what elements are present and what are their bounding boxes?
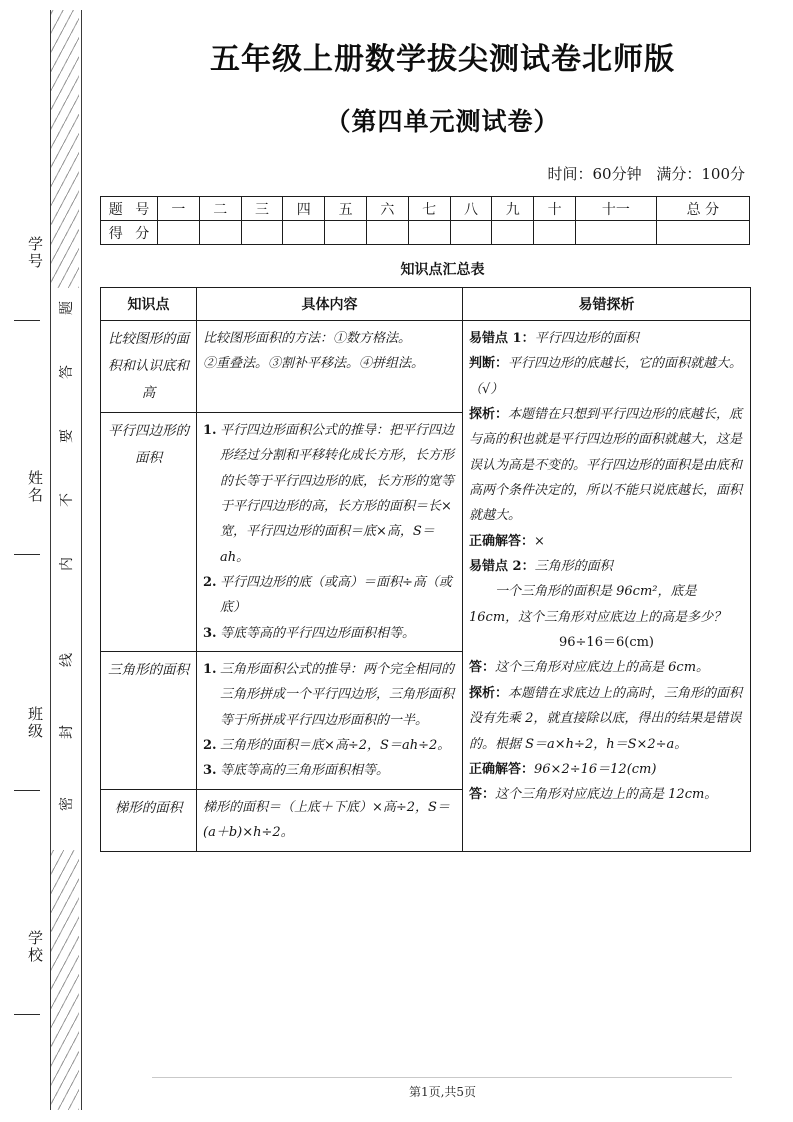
analysis-answer2-text: 96×2÷16＝12(cm) [534,761,657,777]
content-item-number: 1. [203,423,217,438]
score-col-1: 一 [158,197,200,221]
seal-label-class: 班级 [26,706,44,740]
seal-hatch-bottom [51,850,79,1110]
content-item [203,758,456,783]
content-triangle-area [197,652,463,790]
analysis-judge-label: 判断： [469,356,509,372]
header-specific-content: 具体内容 [197,288,463,321]
score-col-5: 五 [325,197,367,221]
analysis-point1-label: 易错点 1： [469,331,535,346]
score-col-6: 六 [366,197,408,221]
score-value-4[interactable] [283,221,325,245]
score-col-10: 十 [534,197,576,221]
content-item-text: 三角形面积公式的推导：两个完全相同的三角形拼成一个平行四边形，三角形面积等于所拼成平行四边形面积的一半。 [220,662,455,728]
page-subtitle: （第四单元测试卷） [325,107,560,136]
analysis-point2-heading [469,554,744,579]
score-col-7: 七 [408,197,450,221]
analysis-explain1-label: 探析： [469,407,509,423]
score-value-11[interactable] [575,221,656,245]
seal-label-school: 学校 [26,930,44,964]
seal-char-yao: 要 [59,429,75,443]
content-item-number: 2. [203,575,217,591]
page-body [92,0,793,1122]
score-col-9: 九 [492,197,534,221]
analysis-judge-text: 平行四边形的底越长，它的面积就越大。（√） [469,356,743,397]
analysis-explain2-label: 探析： [469,685,509,701]
analysis-wrong2-calc: 96÷16＝6(cm) [559,635,654,651]
header-knowledge-point: 知识点 [101,288,197,321]
kp-trapezoid-area: 梯形的面积 [101,789,197,851]
knowledge-table-caption: 知识点汇总表 [400,262,485,278]
seal-line-bar [50,10,82,1110]
seal-label-name: 姓名 [26,470,44,504]
knowledge-table-header-row [101,288,751,321]
score-value-7[interactable] [408,221,450,245]
page-title: 五年级上册数学拔尖测试卷北师版 [210,42,675,77]
exam-total-score-label: 满分：100分 [656,165,745,183]
analysis-answer2-final-text: 这个三角形对应底边上的高是 12cm。 [495,787,718,803]
exam-time-label: 时间：60分钟 [547,165,642,183]
analysis-point1-title: 平行四边形的面积 [534,331,639,346]
analysis-answer2-final-line [469,782,744,807]
content-item-text: 三角形的面积＝底×高÷2，S＝ah÷2。 [220,738,451,754]
seal-rule-name [14,554,40,555]
content-trapezoid-area [197,789,463,851]
content-line: 比较图形面积的方法：①数方格法。 [203,331,412,346]
page-footer: 第1页,共5页 [408,1085,477,1099]
content-item-number: 1. [203,662,217,678]
score-table-header-row [101,197,750,221]
analysis-wrong2-answer-text: 这个三角形对应底边上的高是 6cm。 [495,660,710,676]
score-table [100,196,750,245]
seal-char-bu: 不 [59,493,75,507]
score-table-rowhead-number: 题 号 [101,197,158,221]
content-item-text: 等底等高的平行四边形面积相等。 [220,625,416,641]
seal-margin [0,0,92,1122]
footer-divider [152,1077,732,1078]
kp-parallelogram-area: 平行四边形的面积 [101,413,197,652]
kp-triangle-area: 三角形的面积 [101,652,197,790]
analysis-answer2-line [469,757,744,782]
analysis-answer2-final-label: 答： [469,787,496,803]
kp-compare-area: 比较图形的面积和认识底和高 [101,321,197,413]
content-compare-area [197,321,463,413]
analysis-answer1-text: × [534,533,545,549]
score-table-rowhead-score: 得 分 [101,221,158,245]
seal-hatch-top [51,10,79,288]
score-table-value-row [101,221,750,245]
analysis-answer1-label: 正确解答： [469,533,535,549]
score-col-11: 十一 [575,197,656,221]
analysis-answer2-label: 正确解答： [469,761,535,777]
seal-char-feng: 封 [59,725,75,739]
score-value-10[interactable] [534,221,576,245]
score-col-total: 总 分 [656,197,749,221]
seal-label-student-id: 学号 [26,236,44,270]
content-item-number: 3. [203,625,217,641]
analysis-problem2-text: 一个三角形的面积是 96cm²，底是 16cm，这个三角形对应底边上的高是多少？ [469,584,727,625]
seal-rule-school [14,1014,40,1015]
title-block [92,0,793,138]
seal-char-nei: 内 [59,557,75,571]
content-item-text: 平行四边形的底（或高）＝面积÷高（或底） [220,575,452,616]
score-col-3: 三 [241,197,283,221]
analysis-point2-label: 易错点 2： [469,559,535,575]
score-value-3[interactable] [241,221,283,245]
score-col-8: 八 [450,197,492,221]
analysis-explain2-line [469,681,744,757]
seal-rule-student-id [14,320,40,321]
score-col-4: 四 [283,197,325,221]
seal-char-xian: 线 [59,653,75,667]
content-item [203,657,456,733]
content-line: ②重叠法。③割补平移法。④拼组法。 [203,356,425,372]
analysis-explain1-text: 本题错在只想到平行四边形的底越长，底与高的积也就是平行四边形的面积就越大，这是误认为高是不变的。平行四边形的面积是由底和高两个条件决定的，所以不能只说底越长，面积就越大。 [469,407,743,524]
seal-char-da: 答 [59,365,75,379]
score-col-2: 二 [199,197,241,221]
score-value-8[interactable] [450,221,492,245]
content-item [203,570,456,621]
knowledge-table [100,287,751,852]
seal-rule-class [14,790,40,791]
score-value-5[interactable] [325,221,367,245]
score-value-6[interactable] [366,221,408,245]
content-line: 梯形的面积＝（上底＋下底）×高÷2，S＝(a＋b)×h÷2。 [203,799,450,841]
score-value-9[interactable] [492,221,534,245]
analysis-judge-line [469,351,744,402]
content-item-number: 3. [203,763,217,779]
error-analysis-cell [463,321,751,852]
content-item [203,733,456,758]
exam-meta [92,163,793,184]
analysis-explain1-line [469,402,744,529]
content-item-text: 等底等高的三角形面积相等。 [220,763,390,779]
content-item [203,418,456,570]
content-item-text: 平行四边形面积公式的推导：把平行四边形经过分割和平移转化成长方形，长方形的长等于平行四边形的底，长方形的宽等于平行四边形的高，长方形的面积＝长×宽，平行四边形的面积＝底×高，S＝ah。 [220,423,455,565]
score-value-total[interactable] [656,221,749,245]
content-item-number: 2. [203,738,217,754]
content-parallelogram-area [197,413,463,652]
score-value-2[interactable] [199,221,241,245]
analysis-point2-title: 三角形的面积 [534,559,613,575]
seal-char-mi: 密 [59,797,75,811]
score-value-1[interactable] [158,221,200,245]
header-error-analysis: 易错探析 [463,288,751,321]
content-item [203,621,456,646]
seal-char-ti: 题 [59,301,75,315]
analysis-wrong2-answer-line [469,655,744,680]
table-row [101,321,751,413]
analysis-explain2-text: 本题错在求底边上的高时，三角形的面积没有先乘 2，就直接除以底，得出的结果是错误的。根据 S＝a×h÷2，h＝S×2÷a。 [469,685,743,752]
analysis-wrong2-answer-label: 答： [469,660,496,676]
analysis-answer1-line [469,529,744,554]
analysis-point1-heading [469,326,744,351]
